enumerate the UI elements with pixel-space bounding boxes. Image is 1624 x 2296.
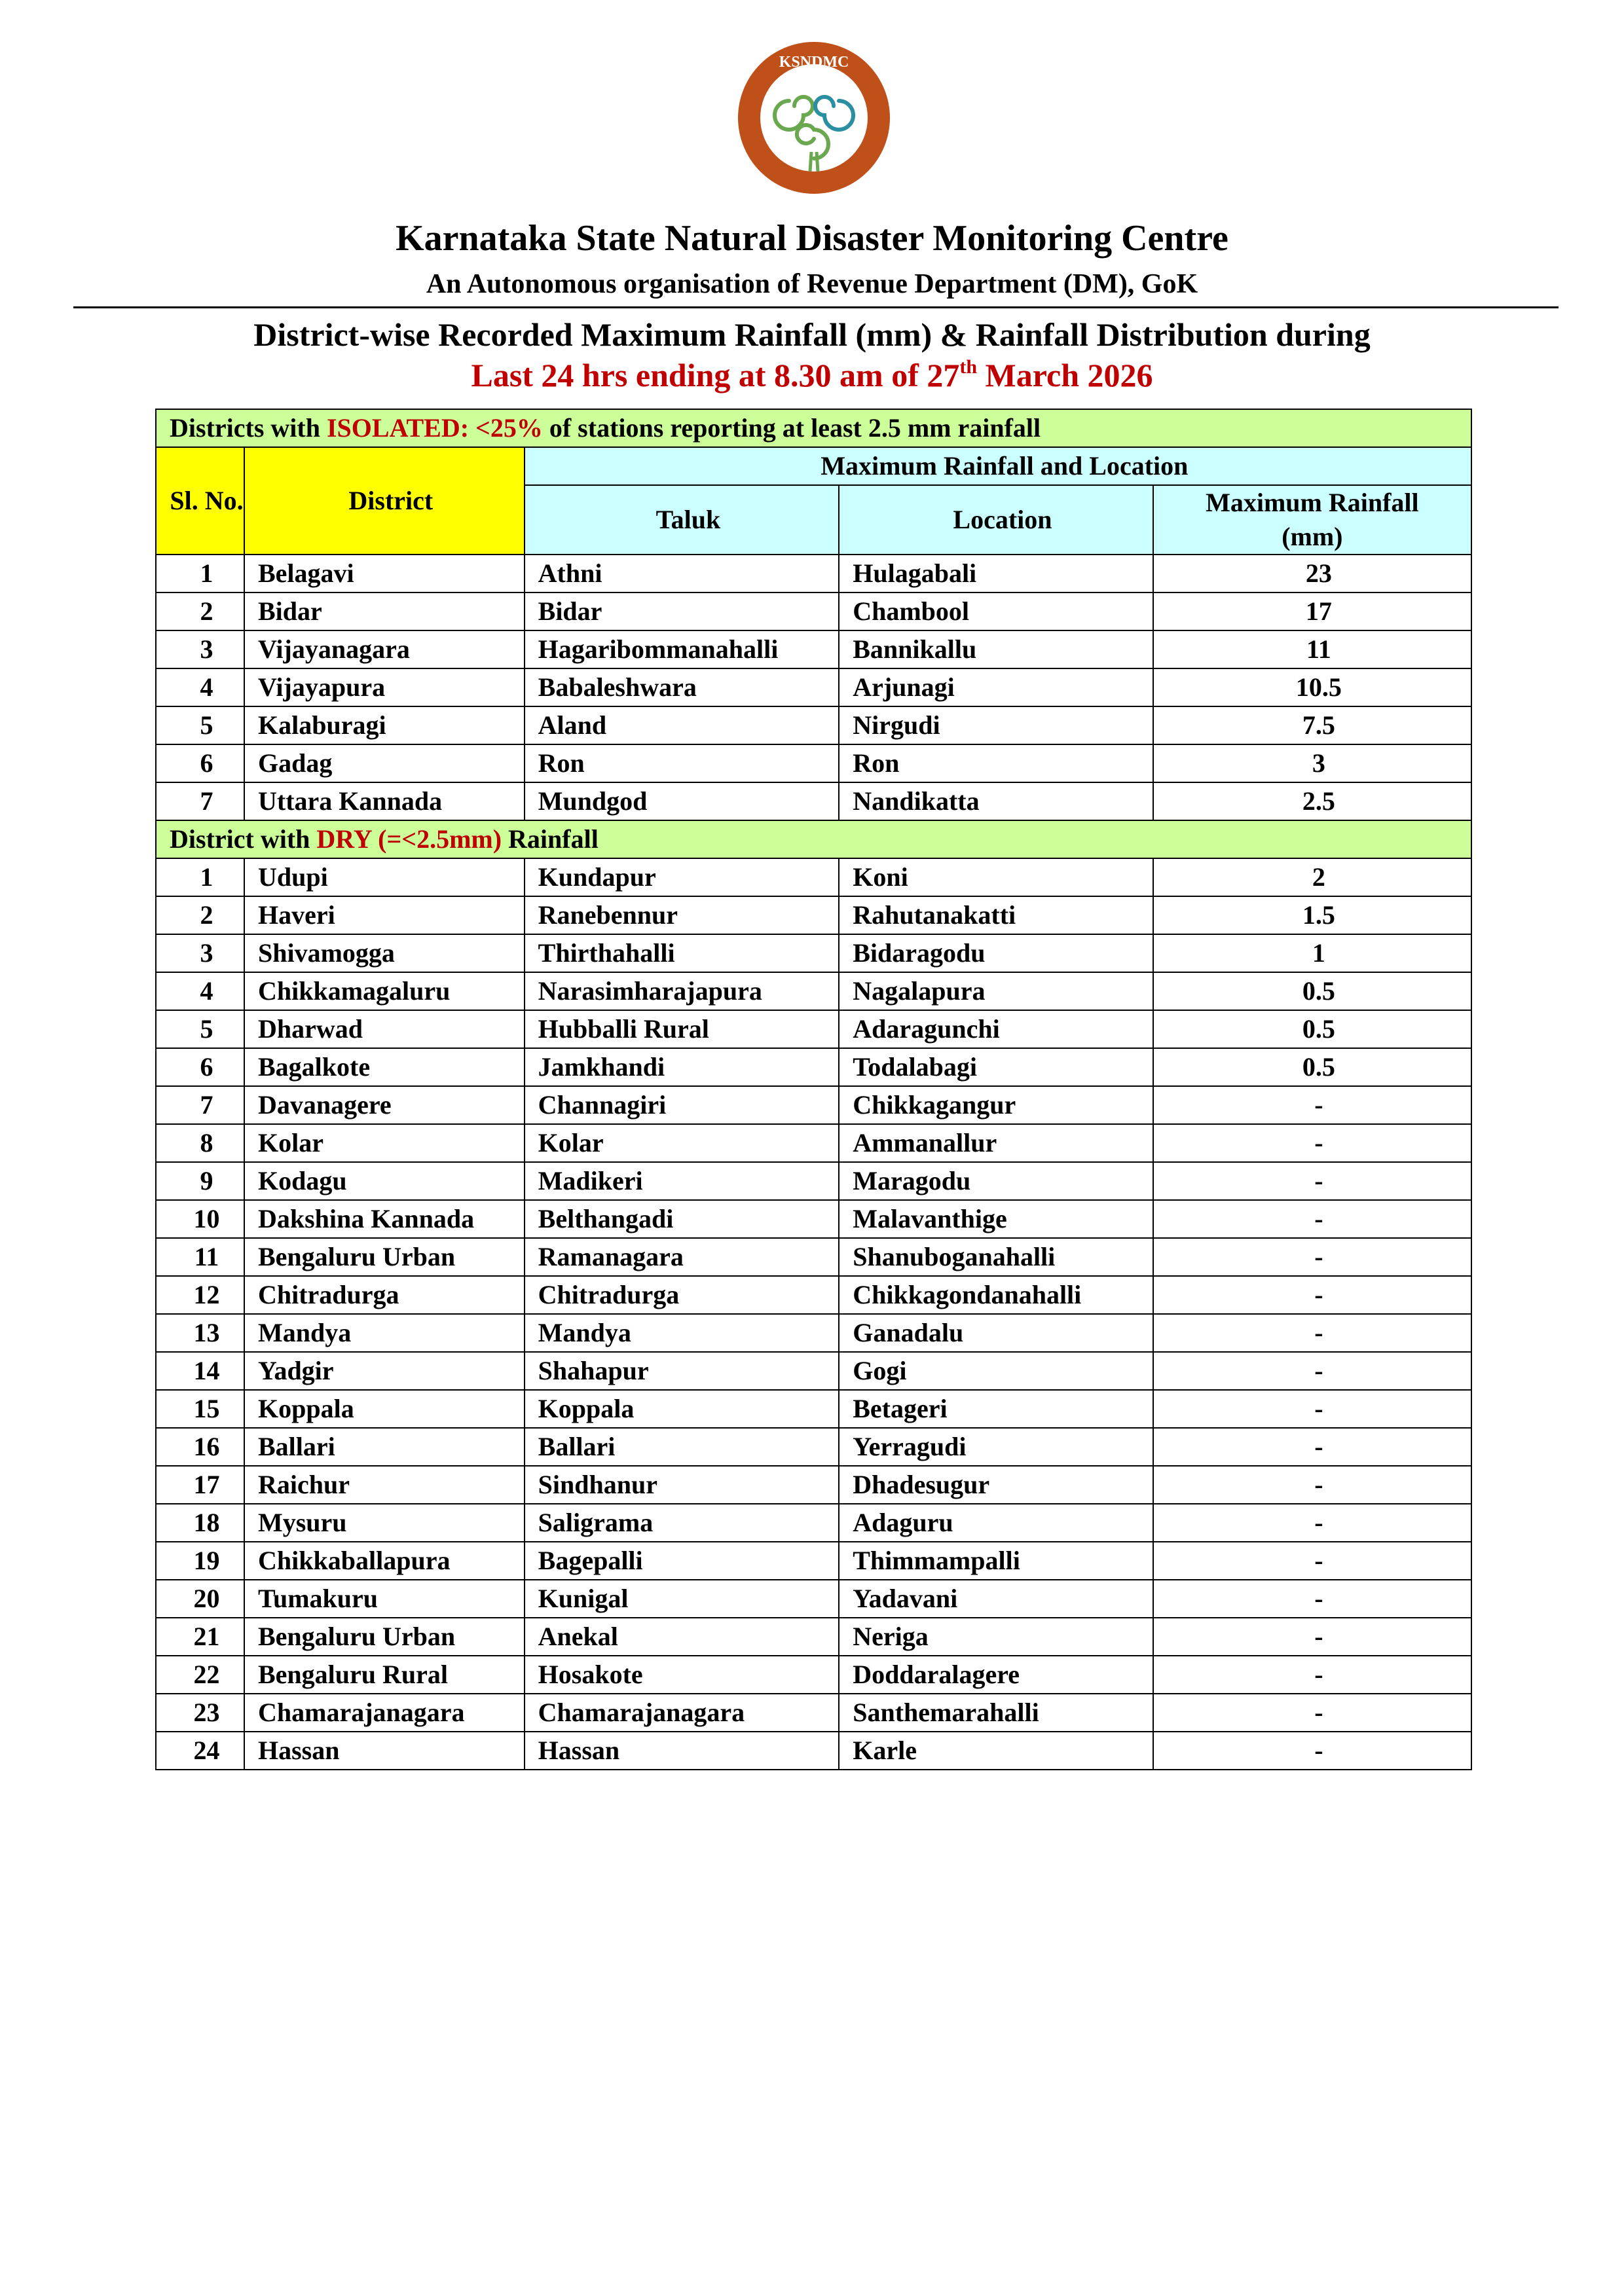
ksndmc-logo	[737, 41, 891, 195]
location-cell: Santhemarahalli	[839, 1694, 1153, 1732]
taluk-cell: Shahapur	[525, 1352, 840, 1390]
district-cell: Kodagu	[244, 1162, 525, 1200]
rainfall-cell: 2	[1153, 858, 1471, 896]
location-cell: Chikkagangur	[839, 1086, 1153, 1124]
rainfall-cell: 0.5	[1153, 1048, 1471, 1086]
sl-cell: 1	[156, 858, 244, 896]
table-row	[156, 1124, 1471, 1162]
location-cell: Maragodu	[839, 1162, 1153, 1200]
logo-text: KSNDMC	[779, 54, 849, 71]
rainfall-cell: -	[1153, 1124, 1471, 1162]
sl-cell: 12	[156, 1276, 244, 1314]
taluk-cell: Ballari	[525, 1428, 840, 1466]
section-header-dry	[156, 820, 1471, 858]
rainfall-cell: 17	[1153, 592, 1471, 630]
district-cell: Bengaluru Rural	[244, 1656, 525, 1694]
sl-cell: 2	[156, 592, 244, 630]
location-cell: Koni	[839, 858, 1153, 896]
district-cell: Gadag	[244, 744, 525, 782]
taluk-cell: Kunigal	[525, 1580, 840, 1618]
rainfall-cell: 2.5	[1153, 782, 1471, 820]
rainfall-cell: -	[1153, 1466, 1471, 1504]
location-cell: Neriga	[839, 1618, 1153, 1656]
taluk-cell: Chamarajanagara	[525, 1694, 840, 1732]
rainfall-cell: -	[1153, 1162, 1471, 1200]
rainfall-cell: 0.5	[1153, 972, 1471, 1010]
taluk-cell: Saligrama	[525, 1504, 840, 1542]
table-row	[156, 1010, 1471, 1048]
table-row	[156, 1238, 1471, 1276]
rainfall-cell: -	[1153, 1314, 1471, 1352]
sl-cell: 19	[156, 1542, 244, 1580]
rainfall-cell: -	[1153, 1352, 1471, 1390]
rainfall-cell: -	[1153, 1390, 1471, 1428]
district-cell: Bengaluru Urban	[244, 1618, 525, 1656]
table-row	[156, 1504, 1471, 1542]
district-cell: Uttara Kannada	[244, 782, 525, 820]
sl-cell: 20	[156, 1580, 244, 1618]
taluk-cell: Sindhanur	[525, 1466, 840, 1504]
report-period-suffix: March 2026	[977, 357, 1153, 393]
taluk-cell: Channagiri	[525, 1086, 840, 1124]
sl-cell: 14	[156, 1352, 244, 1390]
district-cell: Chikkaballapura	[244, 1542, 525, 1580]
location-cell: Shanuboganahalli	[839, 1238, 1153, 1276]
taluk-cell: Ranebennur	[525, 896, 840, 934]
taluk-cell: Koppala	[525, 1390, 840, 1428]
district-cell: Vijayapura	[244, 668, 525, 706]
header-district: District	[244, 447, 525, 555]
table-row	[156, 1352, 1471, 1390]
rainfall-cell: -	[1153, 1200, 1471, 1238]
district-cell: Ballari	[244, 1428, 525, 1466]
table-row	[156, 1580, 1471, 1618]
location-cell: Ron	[839, 744, 1153, 782]
table-row	[156, 1390, 1471, 1428]
sl-cell: 1	[156, 555, 244, 592]
taluk-cell: Hagaribommanahalli	[525, 630, 840, 668]
taluk-cell: Ron	[525, 744, 840, 782]
location-cell: Adaguru	[839, 1504, 1153, 1542]
table-row	[156, 1200, 1471, 1238]
sl-cell: 15	[156, 1390, 244, 1428]
rainfall-cell: 0.5	[1153, 1010, 1471, 1048]
district-cell: Tumakuru	[244, 1580, 525, 1618]
location-cell: Doddaralagere	[839, 1656, 1153, 1694]
location-cell: Hulagabali	[839, 555, 1153, 592]
taluk-cell: Narasimharajapura	[525, 972, 840, 1010]
taluk-cell: Thirthahalli	[525, 934, 840, 972]
sl-cell: 24	[156, 1732, 244, 1770]
table-row	[156, 1428, 1471, 1466]
header-divider	[73, 306, 1559, 308]
report-title: District-wise Recorded Maximum Rainfall (mm) & Rainfall Distribution during	[253, 316, 1371, 353]
table-row	[156, 1732, 1471, 1770]
taluk-cell: Bagepalli	[525, 1542, 840, 1580]
district-cell: Bagalkote	[244, 1048, 525, 1086]
location-cell: Yerragudi	[839, 1428, 1153, 1466]
table-row	[156, 1276, 1471, 1314]
sl-cell: 9	[156, 1162, 244, 1200]
location-cell: Chikkagondanahalli	[839, 1276, 1153, 1314]
section-label: District with DRY (=<2.5mm) Rainfall	[156, 820, 1471, 858]
location-cell: Betageri	[839, 1390, 1153, 1428]
taluk-cell: Belthangadi	[525, 1200, 840, 1238]
taluk-cell: Jamkhandi	[525, 1048, 840, 1086]
district-cell: Koppala	[244, 1390, 525, 1428]
location-cell: Nagalapura	[839, 972, 1153, 1010]
table-row	[156, 555, 1471, 592]
rainfall-table	[155, 409, 1472, 1770]
column-header-row	[156, 447, 1471, 485]
taluk-cell: Hubballi Rural	[525, 1010, 840, 1048]
rainfall-cell: -	[1153, 1238, 1471, 1276]
taluk-cell: Aland	[525, 706, 840, 744]
district-cell: Kalaburagi	[244, 706, 525, 744]
rainfall-cell: -	[1153, 1618, 1471, 1656]
sl-cell: 17	[156, 1466, 244, 1504]
location-cell: Rahutanakatti	[839, 896, 1153, 934]
sl-cell: 4	[156, 668, 244, 706]
location-cell: Chambool	[839, 592, 1153, 630]
district-cell: Yadgir	[244, 1352, 525, 1390]
rainfall-cell: 1	[1153, 934, 1471, 972]
table-row	[156, 1314, 1471, 1352]
rainfall-cell: 7.5	[1153, 706, 1471, 744]
district-cell: Mandya	[244, 1314, 525, 1352]
sl-cell: 5	[156, 1010, 244, 1048]
location-cell: Karle	[839, 1732, 1153, 1770]
district-cell: Haveri	[244, 896, 525, 934]
district-cell: Bidar	[244, 592, 525, 630]
sl-cell: 10	[156, 1200, 244, 1238]
taluk-cell: Mandya	[525, 1314, 840, 1352]
rainfall-cell: -	[1153, 1732, 1471, 1770]
district-cell: Dharwad	[244, 1010, 525, 1048]
location-cell: Gogi	[839, 1352, 1153, 1390]
taluk-cell: Ramanagara	[525, 1238, 840, 1276]
sl-cell: 6	[156, 1048, 244, 1086]
table-row	[156, 972, 1471, 1010]
district-cell: Hassan	[244, 1732, 525, 1770]
taluk-cell: Madikeri	[525, 1162, 840, 1200]
district-cell: Davanagere	[244, 1086, 525, 1124]
report-period	[0, 356, 1624, 394]
section-header-isolated	[156, 409, 1471, 447]
rainfall-cell: -	[1153, 1428, 1471, 1466]
district-cell: Chitradurga	[244, 1276, 525, 1314]
location-cell: Dhadesugur	[839, 1466, 1153, 1504]
taluk-cell: Hosakote	[525, 1656, 840, 1694]
taluk-cell: Anekal	[525, 1618, 840, 1656]
location-cell: Nirgudi	[839, 706, 1153, 744]
sl-cell: 5	[156, 706, 244, 744]
rainfall-cell: 10.5	[1153, 668, 1471, 706]
rainfall-cell: -	[1153, 1542, 1471, 1580]
district-cell: Kolar	[244, 1124, 525, 1162]
rainfall-cell: 23	[1153, 555, 1471, 592]
sl-cell: 7	[156, 782, 244, 820]
location-cell: Bannikallu	[839, 630, 1153, 668]
table-row	[156, 934, 1471, 972]
taluk-cell: Kundapur	[525, 858, 840, 896]
rainfall-cell: -	[1153, 1694, 1471, 1732]
section-label: Districts with ISOLATED: <25% of stations reporting at least 2.5 mm rainfall	[156, 409, 1471, 447]
location-cell: Nandikatta	[839, 782, 1153, 820]
table-row	[156, 592, 1471, 630]
sl-cell: 6	[156, 744, 244, 782]
table-row	[156, 1086, 1471, 1124]
location-cell: Arjunagi	[839, 668, 1153, 706]
district-cell: Belagavi	[244, 555, 525, 592]
sl-cell: 2	[156, 896, 244, 934]
table-row	[156, 1466, 1471, 1504]
table-row	[156, 782, 1471, 820]
sl-cell: 21	[156, 1618, 244, 1656]
sl-cell: 3	[156, 934, 244, 972]
sl-cell: 13	[156, 1314, 244, 1352]
rainfall-cell: 1.5	[1153, 896, 1471, 934]
rainfall-cell: -	[1153, 1580, 1471, 1618]
rainfall-cell: -	[1153, 1656, 1471, 1694]
district-cell: Raichur	[244, 1466, 525, 1504]
location-cell: Adaragunchi	[839, 1010, 1153, 1048]
district-cell: Mysuru	[244, 1504, 525, 1542]
table-row	[156, 858, 1471, 896]
taluk-cell: Bidar	[525, 592, 840, 630]
organisation-title: Karnataka State Natural Disaster Monitoring Centre	[396, 218, 1228, 259]
sl-cell: 4	[156, 972, 244, 1010]
rainfall-cell: 11	[1153, 630, 1471, 668]
sl-cell: 11	[156, 1238, 244, 1276]
header-sl-no: Sl. No.	[156, 447, 244, 555]
location-cell: Ganadalu	[839, 1314, 1153, 1352]
sl-cell: 23	[156, 1694, 244, 1732]
district-cell: Shivamogga	[244, 934, 525, 972]
table-row	[156, 744, 1471, 782]
district-cell: Chamarajanagara	[244, 1694, 525, 1732]
table-row	[156, 1048, 1471, 1086]
taluk-cell: Chitradurga	[525, 1276, 840, 1314]
header-taluk: Taluk	[525, 485, 840, 555]
table-row	[156, 1618, 1471, 1656]
triple-spiral-logo-icon	[737, 41, 891, 195]
table-row	[156, 1542, 1471, 1580]
location-cell: Yadavani	[839, 1580, 1153, 1618]
table-row	[156, 706, 1471, 744]
rainfall-cell: -	[1153, 1276, 1471, 1314]
organisation-subtitle: An Autonomous organisation of Revenue Department (DM), GoK	[426, 269, 1198, 299]
report-period-sup: th	[959, 356, 978, 378]
header-max-rainfall: Maximum Rainfall (mm)	[1153, 485, 1471, 555]
table-row	[156, 668, 1471, 706]
taluk-cell: Hassan	[525, 1732, 840, 1770]
location-cell: Malavanthige	[839, 1200, 1153, 1238]
location-cell: Thimmampalli	[839, 1542, 1153, 1580]
taluk-cell: Kolar	[525, 1124, 840, 1162]
district-cell: Bengaluru Urban	[244, 1238, 525, 1276]
rainfall-cell: -	[1153, 1504, 1471, 1542]
taluk-cell: Mundgod	[525, 782, 840, 820]
sl-cell: 3	[156, 630, 244, 668]
table-row	[156, 1694, 1471, 1732]
sl-cell: 22	[156, 1656, 244, 1694]
table-row	[156, 1656, 1471, 1694]
header-location: Location	[839, 485, 1153, 555]
table-row	[156, 630, 1471, 668]
taluk-cell: Athni	[525, 555, 840, 592]
location-cell: Todalabagi	[839, 1048, 1153, 1086]
rainfall-cell: 3	[1153, 744, 1471, 782]
sl-cell: 16	[156, 1428, 244, 1466]
district-cell: Chikkamagaluru	[244, 972, 525, 1010]
rainfall-cell: -	[1153, 1086, 1471, 1124]
location-cell: Bidaragodu	[839, 934, 1153, 972]
table-row	[156, 896, 1471, 934]
table-row	[156, 1162, 1471, 1200]
district-cell: Dakshina Kannada	[244, 1200, 525, 1238]
district-cell: Udupi	[244, 858, 525, 896]
report-period-prefix: Last 24 hrs ending at 8.30 am of 27	[471, 357, 960, 393]
taluk-cell: Babaleshwara	[525, 668, 840, 706]
header-group: Maximum Rainfall and Location	[525, 447, 1471, 485]
sl-cell: 18	[156, 1504, 244, 1542]
district-cell: Vijayanagara	[244, 630, 525, 668]
sl-cell: 8	[156, 1124, 244, 1162]
location-cell: Ammanallur	[839, 1124, 1153, 1162]
sl-cell: 7	[156, 1086, 244, 1124]
